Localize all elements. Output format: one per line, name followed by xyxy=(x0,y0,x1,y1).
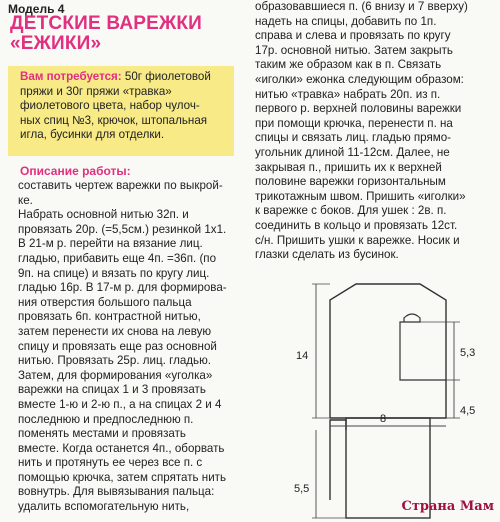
materials-line: ных спиц №3, крючок, штопальная xyxy=(20,113,208,127)
materials-lead: Вам потребуется: xyxy=(20,70,122,83)
text-line: таким же образом как в п. Связать xyxy=(255,58,442,72)
mitten-body-outline xyxy=(330,284,446,418)
label-thumb-height: 5,3 xyxy=(460,347,476,359)
text-line: В 21-м р. перейти на вязание лиц. xyxy=(18,237,203,251)
text-line: гладью 16р. В 17-м р. для формирова- xyxy=(18,281,227,295)
title-line-2: «ЕЖИКИ» xyxy=(10,33,102,54)
text-line: последнюю и предпоследнюю п. xyxy=(18,412,194,426)
description-heading: Описание работы: xyxy=(20,164,131,178)
label-total-height: 14 xyxy=(296,350,309,362)
label-width: 8 xyxy=(380,413,387,425)
text-line: 9п. на спице) и вязать по кругу лиц. xyxy=(18,266,210,280)
text-line: закрывая п., пришить их к верхней xyxy=(255,160,442,174)
text-line: спицу и провязать еще раз основной xyxy=(18,339,217,353)
text-line: вовнутрь. Для вывязывания пальца: xyxy=(18,485,215,499)
text-line: поменять местами и провязать xyxy=(18,427,186,441)
label-cuff-height: 5,5 xyxy=(294,483,310,495)
text-line: вместе 1-ю и 2-ю п., а на спицах 2 и 4 xyxy=(18,397,222,411)
label-lower-height: 4,5 xyxy=(460,405,476,417)
mitten-outline xyxy=(330,420,346,500)
text-line: провязать 20р. (=5,5см.) резинкой 1х1. xyxy=(18,222,227,236)
materials-line: пряжи и 30г пряжи «травка» xyxy=(20,84,172,98)
text-line: вместе. Когда останется 4п., оборвать xyxy=(18,441,225,455)
materials-first-line xyxy=(20,70,232,85)
text-line: с/н. Пришить ушки к варежке. Носик и xyxy=(255,233,460,247)
materials-text xyxy=(20,70,232,143)
text-line: ния отверстия большого пальца xyxy=(18,295,192,309)
text-line: затем перенести их снова на левую xyxy=(18,324,212,338)
text-line: надеть на спицы, добавить по 1п. xyxy=(255,14,437,28)
text-line: нитью. Провязать 25р. лиц. гладью. xyxy=(18,354,212,368)
text-line: удалить вспомогательную нить, xyxy=(18,500,190,514)
text-line: образовавшиеся п. (6 внизу и 7 вверху) xyxy=(255,0,468,13)
text-line: помощью крючка, затем спрятать нить xyxy=(18,470,227,484)
text-line: ке. xyxy=(18,193,33,207)
materials-first-rest: 50г фиолетовой xyxy=(121,70,211,83)
text-line: Набрать основной нитью 32п. и xyxy=(18,208,189,222)
materials-line: фиолетового цвета, набор чулоч- xyxy=(20,99,200,113)
text-line: глазки сделать из бусинок. xyxy=(255,248,399,262)
text-line: к варежке с боков. Для ушек : 2в. п. xyxy=(255,204,447,218)
text-line: нитью «травка» набрать 20п. из п. xyxy=(255,87,441,101)
text-line: справа и слева и провязать по кругу xyxy=(255,29,451,43)
description-left-column xyxy=(18,179,244,515)
thumb-opening xyxy=(400,314,446,380)
title-line-1: ДЕТСКИЕ ВАРЕЖКИ xyxy=(10,13,203,34)
text-line: нить и протянуть ее через все п. с xyxy=(18,456,203,470)
text-line: первого р. верхней половины варежки xyxy=(255,102,462,116)
text-line: Затем, для формирования «уголка» xyxy=(18,368,213,382)
text-line: «иголки» ежонка следующим образом: xyxy=(255,72,464,86)
page-title xyxy=(10,14,202,54)
model-number: Модель 4 xyxy=(8,2,65,16)
text-line: при помощи крючка, перенести п. на xyxy=(255,116,453,130)
description-right-column xyxy=(255,0,489,263)
site-watermark: Страна Мам xyxy=(401,499,494,514)
text-line: трикотажным швом. Пришить «иголки» xyxy=(255,189,466,203)
mitten-pattern-diagram xyxy=(268,270,494,520)
text-line: гладью, прибавить еще 4п. =36п. (по xyxy=(18,251,217,265)
text-line: провязать 6п. контрастной нитью, xyxy=(18,310,201,324)
text-line: варежки на спицах 1 и 3 провязать xyxy=(18,383,206,397)
text-line: угольник длиной 11-12см. Далее, не xyxy=(255,145,450,159)
text-line: половине варежки горизонтальным xyxy=(255,175,446,189)
text-line: соединить в кольцо и провязать 12ст. xyxy=(255,218,458,232)
text-line: 17р. основной нитью. Затем закрыть xyxy=(255,43,453,57)
materials-line: игла, бусинки для отделки. xyxy=(20,128,165,142)
text-line: составить чертеж варежки по выкрой- xyxy=(18,179,223,192)
text-line: спицы и связать лиц. гладью прямо- xyxy=(255,131,452,145)
